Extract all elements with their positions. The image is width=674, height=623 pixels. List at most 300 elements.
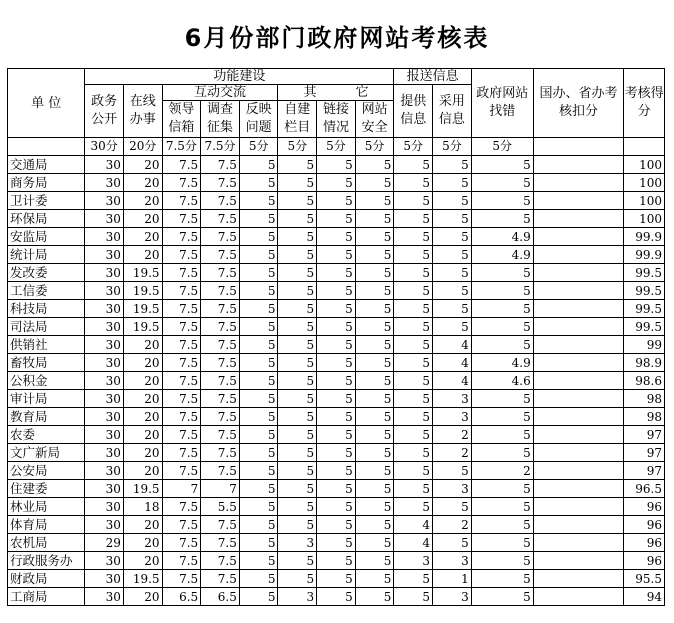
table-row [8, 192, 665, 210]
value-cell: 5 [355, 372, 394, 390]
value-cell: 30 [85, 246, 124, 264]
value-cell: 5 [394, 300, 433, 318]
table-row [8, 552, 665, 570]
value-cell: 5 [471, 300, 533, 318]
value-cell: 7.5 [162, 210, 201, 228]
value-cell [533, 354, 624, 372]
value-cell: 5 [239, 516, 278, 534]
value-cell: 5 [355, 426, 394, 444]
table-row [8, 228, 665, 246]
value-cell: 19.5 [123, 480, 162, 498]
value-cell: 5 [278, 426, 317, 444]
value-cell: 20 [123, 552, 162, 570]
unit-name-cell: 公积金 [8, 372, 85, 390]
points-cell: 30分 [85, 138, 124, 156]
value-cell: 5 [471, 552, 533, 570]
value-cell: 30 [85, 372, 124, 390]
value-cell [533, 336, 624, 354]
value-cell: 5 [239, 300, 278, 318]
value-cell: 5 [433, 246, 472, 264]
unit-name-cell: 环保局 [8, 210, 85, 228]
value-cell: 5 [317, 480, 356, 498]
header-function-build: 功能建设 [85, 69, 394, 85]
value-cell: 7.5 [162, 408, 201, 426]
value-cell: 5 [433, 156, 472, 174]
value-cell: 5 [239, 354, 278, 372]
value-cell: 5 [471, 210, 533, 228]
value-cell: 99.5 [624, 300, 665, 318]
value-cell: 20 [123, 372, 162, 390]
value-cell: 4 [394, 534, 433, 552]
value-cell: 5 [239, 426, 278, 444]
value-cell: 5 [239, 462, 278, 480]
value-cell: 19.5 [123, 300, 162, 318]
unit-name-cell: 科技局 [8, 300, 85, 318]
table-row [8, 318, 665, 336]
value-cell [533, 372, 624, 390]
table-row [8, 174, 665, 192]
value-cell: 7.5 [201, 534, 240, 552]
value-cell: 7.5 [201, 354, 240, 372]
value-cell: 5 [355, 264, 394, 282]
points-cell: 7.5分 [162, 138, 201, 156]
value-cell: 5 [355, 156, 394, 174]
value-cell: 5 [394, 228, 433, 246]
value-cell: 5 [433, 534, 472, 552]
value-cell: 20 [123, 354, 162, 372]
unit-name-cell: 林业局 [8, 498, 85, 516]
value-cell: 5 [278, 570, 317, 588]
value-cell: 7.5 [162, 390, 201, 408]
value-cell: 98.6 [624, 372, 665, 390]
value-cell: 5 [278, 300, 317, 318]
value-cell: 5 [394, 318, 433, 336]
value-cell: 7.5 [162, 264, 201, 282]
value-cell: 5 [433, 174, 472, 192]
value-cell: 5 [239, 570, 278, 588]
value-cell: 30 [85, 498, 124, 516]
value-cell: 7.5 [162, 318, 201, 336]
points-cell: 5分 [278, 138, 317, 156]
value-cell: 7.5 [162, 534, 201, 552]
value-cell: 20 [123, 390, 162, 408]
value-cell: 5 [394, 498, 433, 516]
value-cell: 4.6 [471, 372, 533, 390]
value-cell: 5 [355, 246, 394, 264]
value-cell: 5 [278, 210, 317, 228]
header-report-info: 报送信息 [394, 69, 471, 85]
value-cell [533, 390, 624, 408]
value-cell: 5 [471, 570, 533, 588]
points-cell: 5分 [239, 138, 278, 156]
value-cell: 4 [394, 516, 433, 534]
value-cell: 30 [85, 552, 124, 570]
value-cell: 20 [123, 408, 162, 426]
value-cell: 20 [123, 156, 162, 174]
table-row [8, 210, 665, 228]
unit-name-cell: 发改委 [8, 264, 85, 282]
value-cell: 6.5 [201, 588, 240, 606]
value-cell: 7.5 [162, 354, 201, 372]
value-cell [533, 462, 624, 480]
value-cell: 30 [85, 174, 124, 192]
unit-name-cell: 农委 [8, 426, 85, 444]
header-site-security: 网站安全 [355, 101, 394, 138]
value-cell: 5 [317, 372, 356, 390]
value-cell: 5 [471, 426, 533, 444]
table-row [8, 246, 665, 264]
value-cell: 7.5 [201, 174, 240, 192]
value-cell: 5 [239, 210, 278, 228]
value-cell: 5 [433, 282, 472, 300]
value-cell: 95.5 [624, 570, 665, 588]
value-cell: 7.5 [201, 264, 240, 282]
value-cell: 100 [624, 210, 665, 228]
table-row [8, 462, 665, 480]
value-cell [533, 282, 624, 300]
value-cell: 20 [123, 228, 162, 246]
unit-name-cell: 司法局 [8, 318, 85, 336]
value-cell: 5 [394, 570, 433, 588]
points-cell: 20分 [123, 138, 162, 156]
value-cell: 5 [394, 282, 433, 300]
value-cell: 7.5 [162, 174, 201, 192]
value-cell: 5 [433, 318, 472, 336]
value-cell: 5 [239, 318, 278, 336]
points-cell: 7.5分 [201, 138, 240, 156]
value-cell: 5 [394, 444, 433, 462]
value-cell: 30 [85, 516, 124, 534]
value-cell: 30 [85, 462, 124, 480]
table-row [8, 390, 665, 408]
value-cell: 7.5 [201, 300, 240, 318]
value-cell: 5 [355, 480, 394, 498]
value-cell: 7.5 [162, 192, 201, 210]
value-cell [533, 498, 624, 516]
value-cell: 5 [317, 156, 356, 174]
value-cell: 3 [394, 552, 433, 570]
value-cell: 5 [239, 228, 278, 246]
value-cell: 5 [355, 228, 394, 246]
value-cell: 5 [239, 174, 278, 192]
value-cell: 7.5 [201, 156, 240, 174]
value-cell: 30 [85, 480, 124, 498]
value-cell: 5 [317, 516, 356, 534]
header-links: 链接情况 [317, 101, 356, 138]
value-cell [533, 246, 624, 264]
value-cell: 5 [239, 282, 278, 300]
value-cell: 5 [355, 588, 394, 606]
value-cell: 30 [85, 300, 124, 318]
value-cell: 4.9 [471, 246, 533, 264]
value-cell: 99.5 [624, 318, 665, 336]
table-row [8, 516, 665, 534]
value-cell: 5 [278, 372, 317, 390]
value-cell: 7.5 [201, 318, 240, 336]
value-cell: 5 [355, 318, 394, 336]
value-cell: 5 [317, 570, 356, 588]
value-cell: 5 [355, 498, 394, 516]
table-row [8, 156, 665, 174]
value-cell: 97 [624, 426, 665, 444]
unit-name-cell: 文广新局 [8, 444, 85, 462]
value-cell [533, 552, 624, 570]
value-cell: 96 [624, 516, 665, 534]
value-cell: 96 [624, 534, 665, 552]
value-cell: 3 [433, 480, 472, 498]
value-cell: 7.5 [162, 444, 201, 462]
value-cell: 5 [394, 156, 433, 174]
value-cell: 3 [433, 408, 472, 426]
value-cell: 7.5 [162, 516, 201, 534]
value-cell: 5 [433, 462, 472, 480]
value-cell: 19.5 [123, 318, 162, 336]
value-cell: 30 [85, 210, 124, 228]
value-cell: 5 [278, 408, 317, 426]
value-cell: 5 [317, 174, 356, 192]
value-cell: 6.5 [162, 588, 201, 606]
value-cell: 30 [85, 570, 124, 588]
value-cell: 5 [471, 498, 533, 516]
value-cell: 5 [278, 516, 317, 534]
points-cell: 5分 [355, 138, 394, 156]
table-row [8, 336, 665, 354]
table-body [8, 156, 665, 606]
value-cell: 5 [317, 390, 356, 408]
value-cell [533, 480, 624, 498]
value-cell: 5.5 [201, 498, 240, 516]
value-cell: 5 [394, 408, 433, 426]
value-cell: 30 [85, 408, 124, 426]
value-cell: 5 [433, 498, 472, 516]
value-cell: 30 [85, 282, 124, 300]
points-cell: 5分 [394, 138, 433, 156]
value-cell: 5 [394, 588, 433, 606]
value-cell: 20 [123, 534, 162, 552]
value-cell: 7.5 [162, 570, 201, 588]
value-cell: 30 [85, 264, 124, 282]
value-cell: 5 [433, 300, 472, 318]
value-cell: 7.5 [162, 498, 201, 516]
header-score: 考核得分 [624, 69, 665, 138]
value-cell: 5 [394, 246, 433, 264]
value-cell [533, 318, 624, 336]
value-cell: 5 [239, 372, 278, 390]
value-cell: 5 [433, 210, 472, 228]
value-cell: 7.5 [201, 570, 240, 588]
value-cell: 20 [123, 444, 162, 462]
value-cell: 7.5 [201, 246, 240, 264]
value-cell: 3 [433, 552, 472, 570]
unit-name-cell: 交通局 [8, 156, 85, 174]
value-cell: 5 [239, 552, 278, 570]
value-cell: 94 [624, 588, 665, 606]
value-cell: 19.5 [123, 264, 162, 282]
value-cell: 5 [317, 210, 356, 228]
value-cell [533, 228, 624, 246]
table-row [8, 426, 665, 444]
unit-name-cell: 教育局 [8, 408, 85, 426]
value-cell: 5 [433, 264, 472, 282]
value-cell: 19.5 [123, 570, 162, 588]
value-cell: 20 [123, 336, 162, 354]
value-cell: 99 [624, 336, 665, 354]
value-cell [533, 192, 624, 210]
value-cell: 99.9 [624, 228, 665, 246]
value-cell: 5 [239, 336, 278, 354]
value-cell: 99.5 [624, 282, 665, 300]
value-cell: 3 [278, 588, 317, 606]
value-cell: 7.5 [162, 228, 201, 246]
value-cell: 2 [433, 516, 472, 534]
value-cell [533, 174, 624, 192]
header-survey: 调查征集 [201, 101, 240, 138]
value-cell: 7.5 [201, 228, 240, 246]
value-cell: 7.5 [201, 192, 240, 210]
value-cell: 5 [278, 318, 317, 336]
value-cell: 98.9 [624, 354, 665, 372]
page-title: 6月份部门政府网站考核表 [184, 24, 490, 52]
table-row [8, 372, 665, 390]
value-cell: 2 [471, 462, 533, 480]
header-self-column: 自建栏目 [278, 101, 317, 138]
value-cell: 5 [239, 408, 278, 426]
unit-name-cell: 工信委 [8, 282, 85, 300]
value-cell: 20 [123, 246, 162, 264]
value-cell: 5 [278, 498, 317, 516]
value-cell: 5 [317, 498, 356, 516]
value-cell: 5 [317, 588, 356, 606]
value-cell: 5 [278, 264, 317, 282]
value-cell: 5 [471, 516, 533, 534]
table-row [8, 408, 665, 426]
value-cell: 5 [355, 552, 394, 570]
value-cell: 5 [394, 192, 433, 210]
value-cell: 5 [355, 570, 394, 588]
value-cell: 5 [278, 354, 317, 372]
value-cell: 5 [317, 354, 356, 372]
value-cell: 100 [624, 192, 665, 210]
value-cell: 5 [394, 426, 433, 444]
value-cell: 5 [239, 246, 278, 264]
value-cell: 30 [85, 228, 124, 246]
value-cell: 96 [624, 552, 665, 570]
value-cell: 100 [624, 156, 665, 174]
value-cell: 5 [355, 300, 394, 318]
unit-name-cell: 供销社 [8, 336, 85, 354]
value-cell: 97 [624, 444, 665, 462]
value-cell: 7.5 [162, 282, 201, 300]
value-cell: 7.5 [201, 390, 240, 408]
value-cell: 5 [471, 444, 533, 462]
value-cell: 5 [317, 246, 356, 264]
unit-name-cell: 工商局 [8, 588, 85, 606]
value-cell: 7.5 [201, 210, 240, 228]
value-cell [533, 444, 624, 462]
value-cell: 5 [394, 390, 433, 408]
value-cell: 20 [123, 210, 162, 228]
value-cell: 7.5 [201, 462, 240, 480]
unit-name-cell: 统计局 [8, 246, 85, 264]
value-cell: 3 [433, 390, 472, 408]
value-cell: 98 [624, 408, 665, 426]
value-cell [533, 210, 624, 228]
value-cell: 7.5 [201, 372, 240, 390]
unit-name-cell: 公安局 [8, 462, 85, 480]
value-cell [533, 570, 624, 588]
value-cell: 5 [471, 480, 533, 498]
value-cell: 5 [355, 210, 394, 228]
table-row [8, 354, 665, 372]
value-cell: 7.5 [201, 516, 240, 534]
value-cell: 99.9 [624, 246, 665, 264]
value-cell: 1 [433, 570, 472, 588]
value-cell: 7.5 [201, 282, 240, 300]
value-cell: 5 [239, 156, 278, 174]
value-cell: 5 [278, 390, 317, 408]
value-cell: 7.5 [162, 246, 201, 264]
table-row [8, 534, 665, 552]
value-cell: 30 [85, 444, 124, 462]
value-cell: 5 [471, 192, 533, 210]
value-cell: 4 [433, 336, 472, 354]
value-cell: 2 [433, 444, 472, 462]
unit-name-cell: 住建委 [8, 480, 85, 498]
value-cell: 5 [433, 192, 472, 210]
unit-name-cell: 审计局 [8, 390, 85, 408]
value-cell: 5 [239, 498, 278, 516]
value-cell: 5 [355, 174, 394, 192]
table-row [8, 264, 665, 282]
value-cell: 5 [394, 210, 433, 228]
value-cell: 4.9 [471, 228, 533, 246]
value-cell: 5 [471, 318, 533, 336]
value-cell: 5 [317, 552, 356, 570]
value-cell: 5 [239, 192, 278, 210]
value-cell: 5 [355, 336, 394, 354]
value-cell: 20 [123, 174, 162, 192]
value-cell: 5 [278, 444, 317, 462]
unit-name-cell: 农机局 [8, 534, 85, 552]
header-online-service: 在线办事 [123, 85, 162, 138]
value-cell: 5 [278, 192, 317, 210]
table-row [8, 282, 665, 300]
value-cell: 4 [433, 372, 472, 390]
unit-name-cell: 卫计委 [8, 192, 85, 210]
value-cell: 5 [317, 444, 356, 462]
value-cell: 5 [278, 228, 317, 246]
value-cell: 19.5 [123, 282, 162, 300]
value-cell: 7 [162, 480, 201, 498]
points-cell-empty [8, 138, 85, 156]
value-cell [533, 300, 624, 318]
value-cell: 5 [394, 174, 433, 192]
points-cell-empty [624, 138, 665, 156]
value-cell: 99.5 [624, 264, 665, 282]
value-cell: 97 [624, 462, 665, 480]
unit-name-cell: 行政服务办 [8, 552, 85, 570]
value-cell [533, 588, 624, 606]
value-cell: 5 [471, 534, 533, 552]
value-cell: 7.5 [201, 336, 240, 354]
value-cell: 7.5 [162, 462, 201, 480]
value-cell: 5 [355, 192, 394, 210]
header-provide-info: 提供信息 [394, 85, 433, 138]
value-cell: 5 [278, 462, 317, 480]
header-feedback: 反映问题 [239, 101, 278, 138]
points-cell-empty [533, 138, 624, 156]
value-cell: 29 [85, 534, 124, 552]
